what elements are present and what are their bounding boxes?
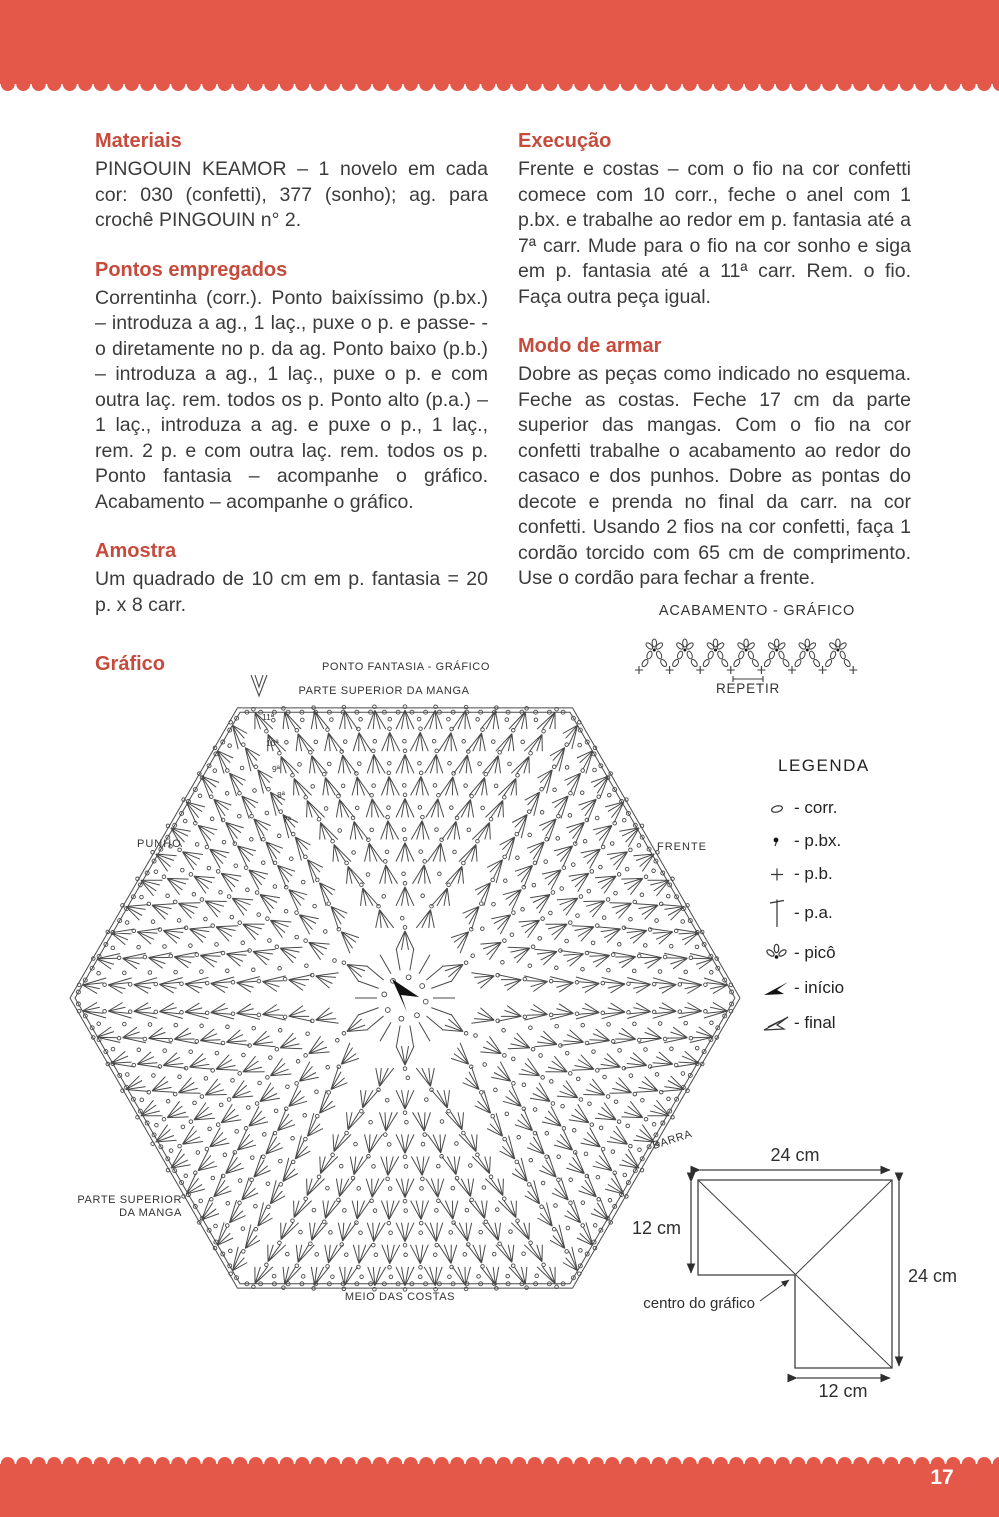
center-label: centro do gráfico xyxy=(643,1295,755,1312)
header-scallop-edge xyxy=(0,84,999,96)
dim-label-top: 24 cm xyxy=(770,1145,820,1165)
single-crochet-icon xyxy=(760,865,794,883)
section-heading: Pontos empregados xyxy=(95,258,288,281)
chart-label-punho: PUNHO xyxy=(137,838,182,850)
start-arrow-icon xyxy=(760,977,794,999)
header-band xyxy=(0,0,999,84)
start-arrow-center xyxy=(392,979,419,1012)
center-pointer-arrow xyxy=(760,1280,789,1301)
left-column xyxy=(95,128,488,641)
row-number-8: 8ª xyxy=(277,790,285,800)
legend-item-corr xyxy=(760,798,975,818)
section-modo-de-armar xyxy=(518,333,911,592)
chart-label-parte-superior-top: PARTE SUPERIOR DA MANGA xyxy=(298,685,470,697)
chart-heading: Gráfico xyxy=(95,653,166,675)
legend-item-final xyxy=(760,1012,975,1034)
legend-title: LEGENDA xyxy=(778,756,870,775)
section-body: Correntinha (corr.). Ponto baixíssimo (p.bx.) – introduza a ag., 1 laç., puxe o p. e passe- -o diretamente no p. da ag. Ponto baixo (p.b.) – introduza a ag., 1 laç., puxe o p. e com outra laç. rem. todos os p. Ponto alto (p.a.) – 1 laç., introduza a ag. e puxe o p., 1 laç., rem. 2 p. e com outra laç. rem. todos os p. Ponto fantasia – acompanhe o gráfico. Acabamento – acompanhe o gráfico. xyxy=(95,286,488,513)
legend-item-pbx xyxy=(760,831,975,851)
page-number: 17 xyxy=(930,1466,954,1489)
plus-and-bracket-marks xyxy=(635,666,857,682)
chart-label-parte-superior-bottom: PARTE SUPERIOR DA MANGA xyxy=(77,1194,182,1219)
row-number-11: 11ª xyxy=(262,712,274,722)
legend-label: - picô xyxy=(794,943,836,962)
section-amostra xyxy=(95,538,488,618)
section-body: Frente e costas – com o fio na cor confetti comece com 10 corr., feche o anel com 1 p.bx. e trabalhe ao redor em p. fantasia até a 7ª carr. Mude para o fio na cor sonho e siga em p. fantasia até a 11ª carr. Rem. o fio. Faça outra peça igual. xyxy=(518,158,911,308)
section-body: PINGOUIN KEAMOR – 1 novelo em cada cor: 030 (confetti), 377 (sonho); ag. para crochê PINGOUIN n° 2. xyxy=(95,158,488,231)
legend-label: - final xyxy=(794,1013,836,1032)
finishing-title: ACABAMENTO - GRÁFICO xyxy=(658,603,856,619)
section-body: Dobre as peças como indicado no esquema. Feche as costas. Feche 17 cm da parte superior das mangas. Com o fio na cor confetti trabalhe o acabamento ao redor do casaco e dos punhos. Dobre as pontas do decote e prenda no final da carr. na cor confetti. Usando 2 fios na cor confetti, faça 1 cordão torcido com 65 cm de comprimento. Use o cordão para fechar a frente. xyxy=(518,363,911,589)
end-arrow-icon xyxy=(760,1012,794,1034)
section-heading: Amostra xyxy=(95,540,177,562)
end-arrow-top xyxy=(251,675,267,696)
section-heading: Materiais xyxy=(95,130,182,152)
section-body: Um quadrado de 10 cm em p. fantasia = 20 p. x 8 carr. xyxy=(95,568,488,616)
row-number-7: 7ª xyxy=(283,815,291,825)
chart-label-barra: BARRA xyxy=(651,1127,694,1153)
section-heading: Modo de armar xyxy=(518,335,662,357)
repeat-label: REPETIR xyxy=(715,681,781,696)
dim-label-right: 24 cm xyxy=(908,1266,958,1286)
chart-label-frente: FRENTE xyxy=(657,841,707,853)
legend-item-pa xyxy=(760,897,975,929)
legend-label: - p.a. xyxy=(794,903,833,922)
legend-label: - p.b. xyxy=(794,864,833,883)
finishing-motif-chart xyxy=(628,630,928,688)
picot-icon xyxy=(760,942,794,964)
chain-stitch-icon xyxy=(760,799,794,817)
chart-label-ponto-fantasia: PONTO FANTASIA - GRÁFICO xyxy=(321,661,490,673)
row-number-10: 10ª xyxy=(266,738,279,748)
legend-item-pb xyxy=(760,864,975,884)
right-column xyxy=(518,128,911,615)
section-execucao xyxy=(518,128,911,310)
dim-label-bottom: 12 cm xyxy=(818,1381,868,1401)
footer-band xyxy=(0,1464,999,1517)
section-heading: Execução xyxy=(518,130,612,152)
section-pontos-empregados xyxy=(95,257,488,516)
legend-label: - início xyxy=(794,978,845,997)
row-number-9: 9ª xyxy=(272,764,280,774)
dim-label-left: 12 cm xyxy=(631,1218,681,1238)
slip-stitch-icon xyxy=(760,833,794,849)
section-materiais xyxy=(95,128,488,234)
chart-label-meio-das-costas: MEIO DAS COSTAS xyxy=(344,1291,456,1303)
measurement-schematic xyxy=(600,1140,999,1420)
double-crochet-icon xyxy=(760,897,794,929)
legend-item-pico xyxy=(760,942,975,964)
legend xyxy=(760,756,975,1047)
legend-label: - p.bx. xyxy=(794,831,842,850)
legend-label: - corr. xyxy=(794,798,838,817)
footer-scallop-edge xyxy=(0,1452,999,1464)
legend-item-inicio xyxy=(760,977,975,999)
